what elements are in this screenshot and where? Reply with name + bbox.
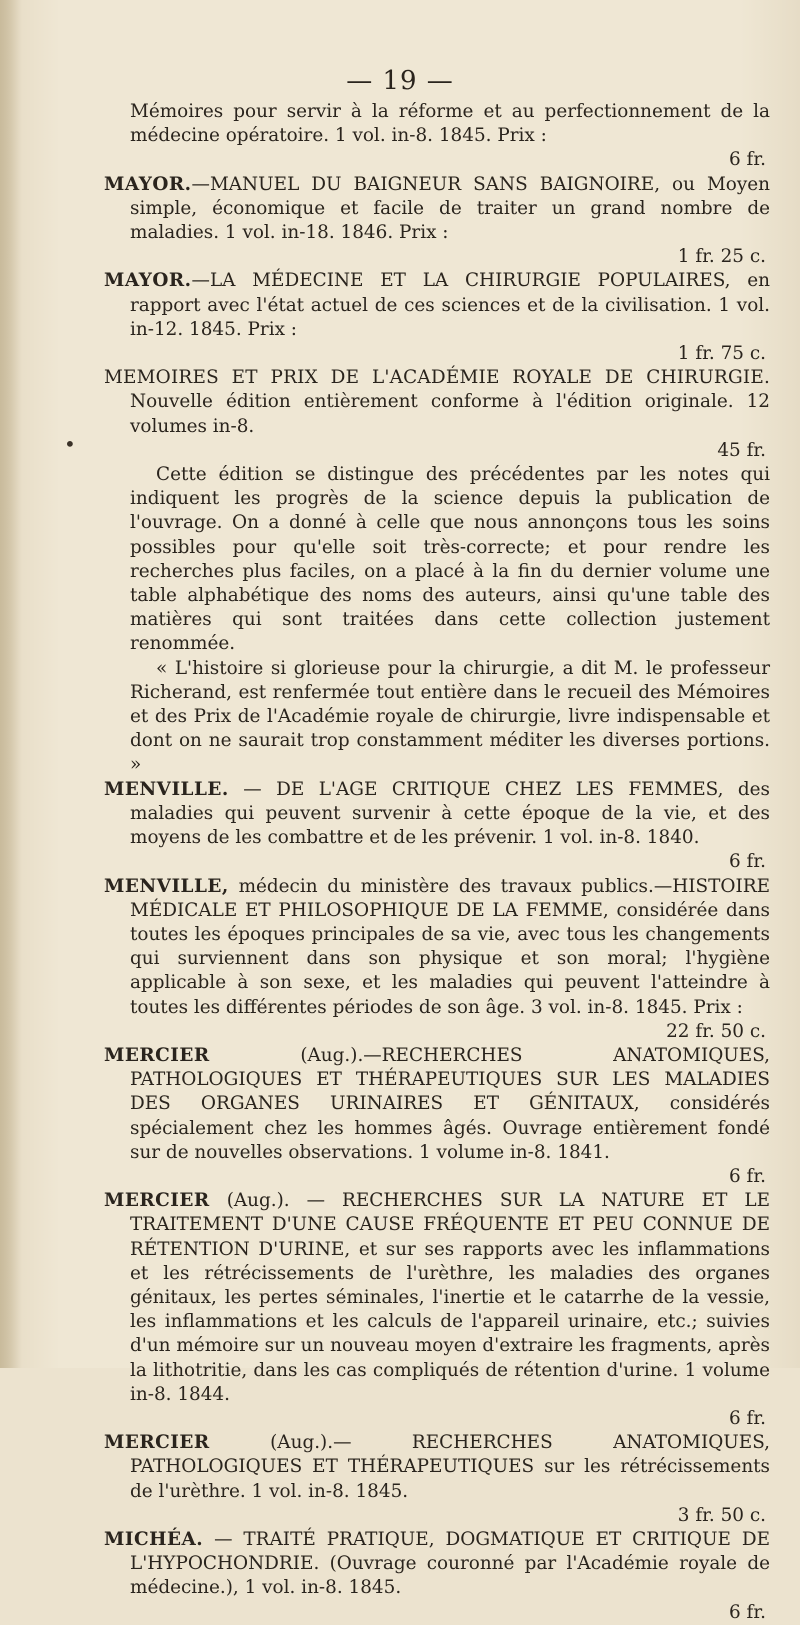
entry-text: — DE L'AGE CRITIQUE CHEZ LES FEMMES, des maladies qui peuvent survenir à cette époque de la vie, et des moyens de les combattre et de les prévenir. 1 vol. in-8. 1840. [130,778,770,849]
margin-mark: • [64,432,76,456]
entry-text: Mémoires pour servir à la réforme et au perfectionnement de la médecine opératoire. 1 vol. in-8. 1845. Prix : [130,101,770,147]
entry-note: Cette édition se distingue des précédentes par les notes qui indiquent les progrès de la science depuis la publication de l'ouvrage. On a donné à celle que nous annonçons tous les soins possibles pour qu'elle soit très-correcte; et pour rendre les recherches plus faciles, on a placé à la fin du dernier volume une table alphabétique des noms des auteurs, ainsi qu'une table des matières qui sont traitées dans cette collection justement renommée. [130,464,770,655]
page-number: — 19 — [346,66,454,96]
entry-price: 6 fr. [729,1165,766,1187]
entry-price: 3 fr. 50 c. [677,1504,766,1526]
entry-paragraph [104,1431,770,1504]
entry-text: (Aug.).—RECHERCHES ANATOMIQUES, PATHOLOGIQUES ET THÉRAPEUTIQUES SUR LES MALADIES DES ORGANES URINAIRES ET GÉNITAUX, considérés spécialement chez les hommes âgés. Ouvrage entièrement fondé sur de nouvelles observations. 1 volume in-8. 1841. [130,1044,770,1163]
catalog-entry [104,875,770,1044]
entry-paragraph [104,1528,770,1601]
catalog-entry [104,1431,770,1528]
entry-price: 6 fr. [729,1601,766,1623]
catalog-entry [104,269,770,366]
catalog-text [104,100,770,1625]
entry-author: MENVILLE. [104,778,229,800]
entry-author: MERCIER [104,1432,210,1454]
entry-text: —MANUEL DU BAIGNEUR SANS BAIGNOIRE, ou Moyen simple, économique et facile de traiter un grand nombre de maladies. 1 vol. in-18. 1846. Prix : [130,173,770,244]
catalog-entry [104,1528,770,1625]
catalog-entry [104,778,770,875]
entry-text: (Aug.). — RECHERCHES SUR LA NATURE ET LE TRAITEMENT D'UNE CAUSE FRÉQUENTE ET PEU CONNUE DE RÉTENTION D'URINE, et sur ses rapports avec les inflammations et les rétrécissements de l'urèthre, les maladies des organes génitaux, les pertes séminales, l'inertie et le catarrhe de la vessie, les inflammations et les calculs de l'appareil urinaire, etc.; suivies d'un mémoire sur un nouveau moyen d'extraire les fragments, après la lithotritie, dans les cas compliqués de rétention d'urine. 1 volume in-8. 1844. [130,1190,770,1405]
entry-text: —LA MÉDECINE ET LA CHIRURGIE POPULAIRES, en rapport avec l'état actuel de ces sciences et de la civilisation. 1 vol. in-12. 1845. Prix : [130,270,770,340]
entry-price: 1 fr. 75 c. [677,343,766,365]
catalog-entry [104,1189,770,1431]
entry-title: MEMOIRES ET PRIX DE L'ACADÉMIE ROYALE DE CHIRURGIE. [104,367,770,389]
catalog-entry [104,1044,770,1189]
entry-paragraph [104,269,770,342]
entry-price: 6 fr. [729,1407,766,1429]
catalog-entry [104,173,770,270]
entry-author: MAYOR. [104,270,192,292]
entry-text: Nouvelle édition entièrement conforme à l'édition originale. 12 volumes in-8. [130,391,770,437]
entry-price: 22 fr. 50 c. [666,1020,766,1042]
catalog-entry [104,100,770,173]
entry-paragraph [104,173,770,246]
entry-price: 6 fr. [729,851,766,873]
entry-paragraph [104,1044,770,1165]
entry-author: MAYOR. [104,173,192,195]
entry-text: (Aug.).— RECHERCHES ANATOMIQUES, PATHOLOGIQUES ET THÉRAPEUTIQUES sur les rétrécissements de l'urèthre. 1 vol. in-8. 1845. [130,1432,770,1502]
entry-quote: « L'histoire si glorieuse pour la chirurgie, a dit M. le professeur Richerand, est renfermée tout entière dans le recueil des Mémoires et des Prix de l'Académie royale de chirurgie, livre indispensable et dont on ne saurait trop constamment méditer les diverses portions. » [130,657,770,776]
catalog-entry [104,366,770,777]
entry-paragraph [104,778,770,851]
entry-author: MENVILLE, [104,875,229,897]
entry-author: MICHÉA. [104,1528,204,1550]
entry-price: 45 fr. [717,439,766,461]
binding-gutter [0,0,22,1368]
entry-paragraph [104,875,770,1020]
entry-paragraph [104,366,770,439]
entry-author: MERCIER [104,1190,210,1212]
entry-text: médecin du ministère des travaux publics.—HISTOIRE MÉDICALE ET PHILOSOPHIQUE DE LA FEMME, considérée dans toutes les époques principales de sa vie, avec tous les changements qui surviennent dans son physique et son moral; l'hygiène applicable à son sexe, et les maladies qui peuvent l'atteindre à toutes les différentes périodes de son âge. 3 vol. in-8. 1845. Prix : [130,875,770,1018]
entry-price: 1 fr. 25 c. [677,246,766,268]
entry-text: — TRAITÉ PRATIQUE, DOGMATIQUE ET CRITIQUE DE L'HYPOCHONDRIE. (Ouvrage couronné par l'Académie royale de médecine.), 1 vol. in-8. 1845. [130,1528,770,1599]
entry-price: 6 fr. [729,149,766,171]
entry-paragraph [104,1189,770,1407]
entry-author: MERCIER [104,1044,210,1066]
